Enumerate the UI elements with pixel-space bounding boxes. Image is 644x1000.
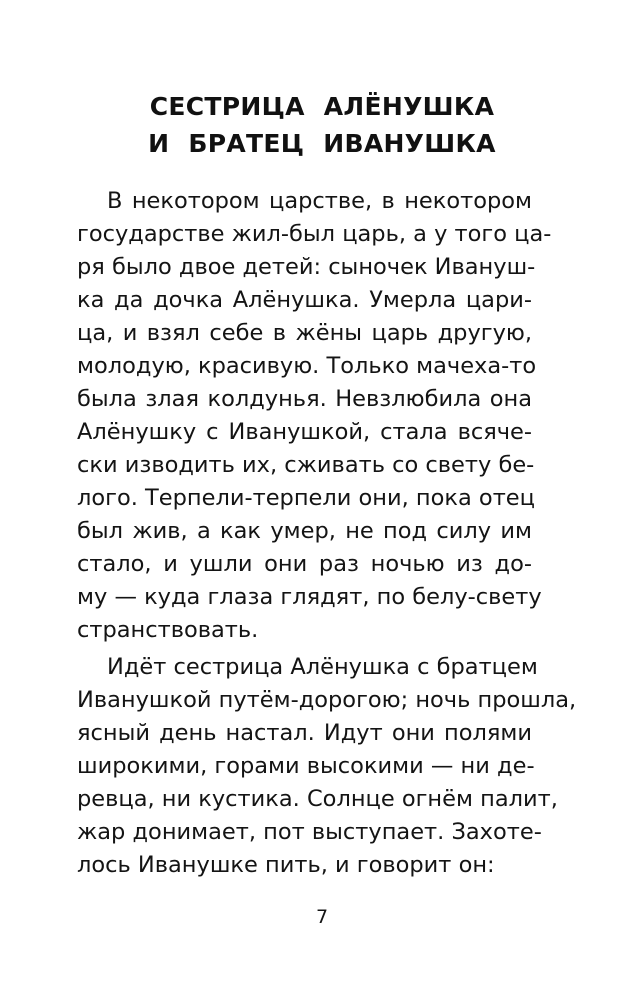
- text-line: ца, и взял себе в жёны царь другую,: [77, 320, 532, 346]
- text-line: лось Иванушке пить, и говорит он:: [77, 852, 495, 878]
- text-line: широкими, горами высокими — ни де-: [77, 753, 535, 779]
- text-line: была злая колдунья. Невзлюбила она: [77, 386, 532, 412]
- text-line: ревца, ни кустика. Солнце огнём палит,: [77, 786, 558, 812]
- text-line: Идёт сестрица Алёнушка с братцем: [107, 654, 538, 680]
- text-line: ка да дочка Алёнушка. Умерла цари-: [77, 287, 532, 313]
- text-line: государстве жил-был царь, а у того ца-: [77, 221, 552, 247]
- text-line: лого. Терпели-терпели они, пока отец: [77, 485, 535, 511]
- text-line: был жив, а как умер, не под силу им: [77, 518, 532, 544]
- text-line: Иванушкой путём-дорогою; ночь прошла,: [77, 687, 577, 713]
- chapter-title-line-1: СЕСТРИЦА АЛЁНУШКА: [149, 92, 495, 121]
- text-line: молодую, красивую. Только мачеха-то: [77, 353, 537, 379]
- text-line: В некотором царстве, в некотором: [107, 188, 532, 214]
- text-line: стало, и ушли они раз ночью из до-: [77, 551, 532, 577]
- text-line: Алёнушку с Иванушкой, стала всяче-: [77, 419, 532, 445]
- chapter-title-line-2: И БРАТЕЦ ИВАНУШКА: [148, 129, 496, 158]
- text-line: жар донимает, пот выступает. Захоте-: [77, 819, 542, 845]
- text-line: ски изводить их, сживать со свету бе-: [77, 452, 535, 478]
- text-line: ря было двое детей: сыночек Ивануш-: [77, 254, 536, 280]
- text-line: му — куда глаза глядят, по белу-свету: [77, 584, 542, 610]
- page-number: 7: [315, 906, 329, 928]
- text-line: ясный день настал. Идут они полями: [77, 720, 532, 746]
- text-line: странствовать.: [77, 617, 259, 643]
